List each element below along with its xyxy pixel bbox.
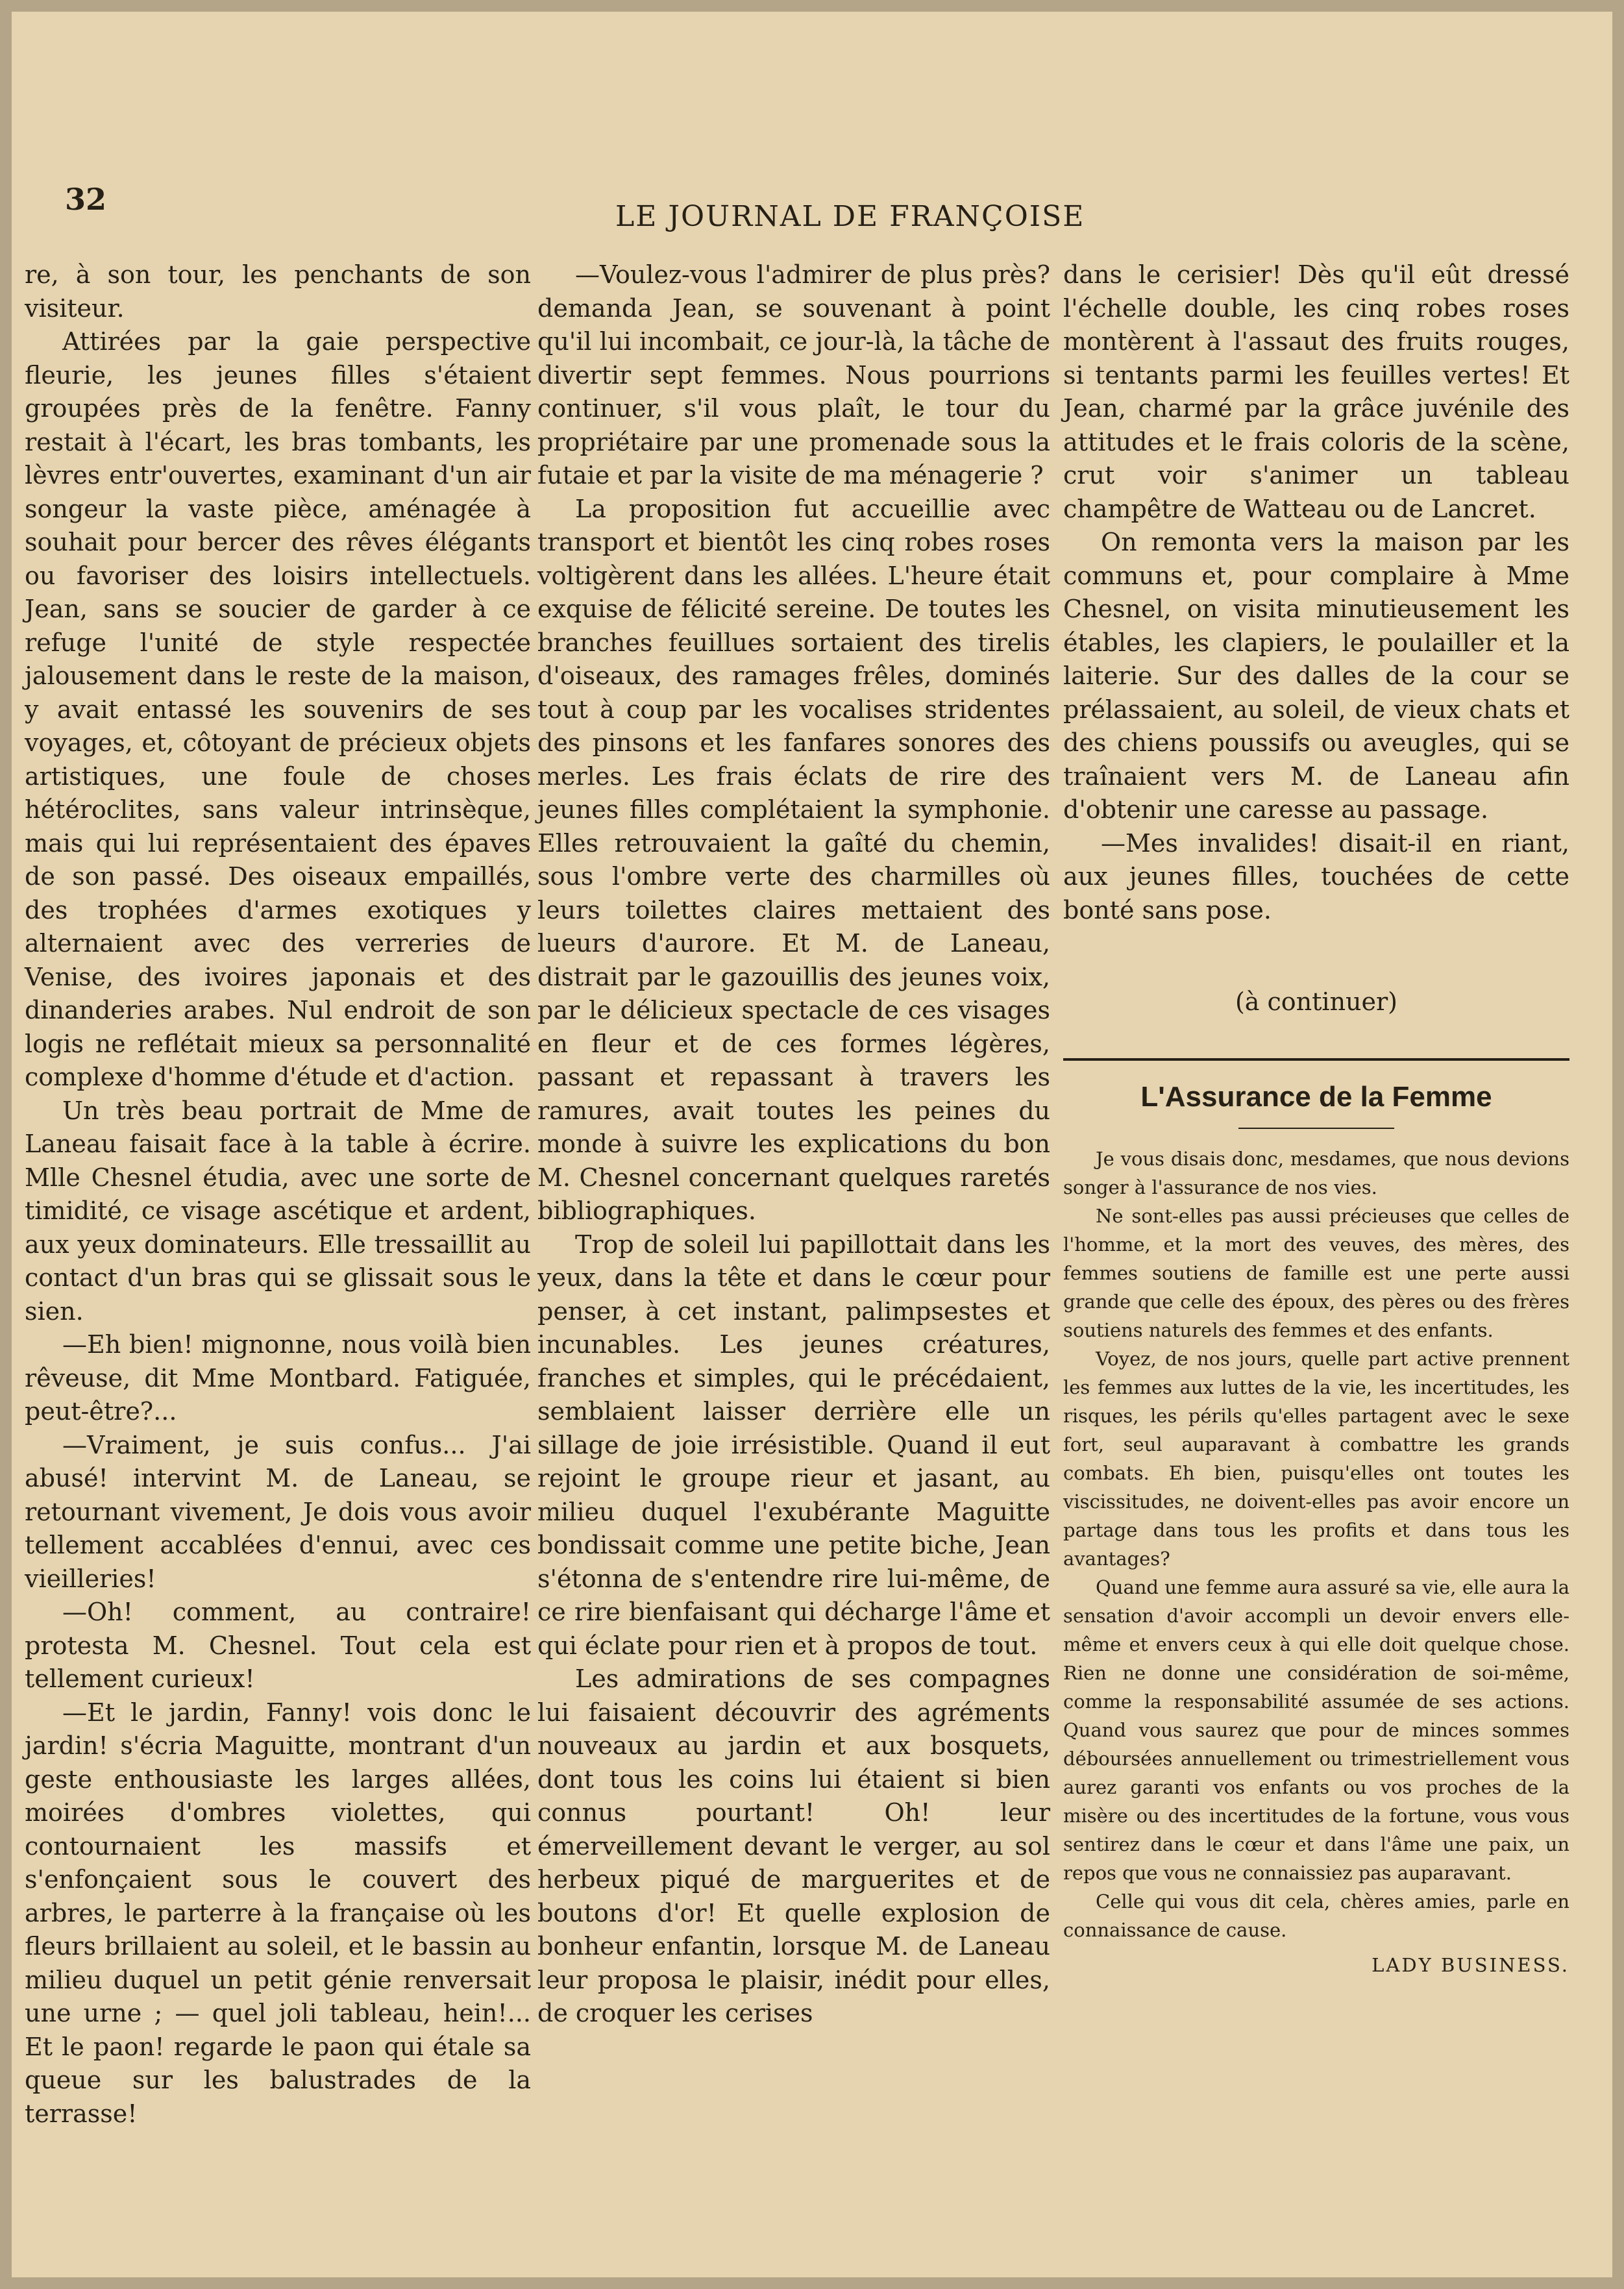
newspaper-page [12, 12, 1612, 2277]
section-divider [1063, 1058, 1569, 1061]
article-paragraph: Celle qui vous dit cela, chères amies, parle en connaissance de cause. [1063, 1890, 1569, 1941]
paragraph: —Voulez-vous l'admirer de plus près? demanda Jean, se souvenant à point qu'il lui incombait, ce jour-là, la tâche de divertir sept femmes. Nous pourrions continuer, s'il vous plaît, le tour du propriétaire par une promenade sous la futaie et par la visite de ma ménagerie ? [537, 260, 1050, 489]
article-paragraph: Je vous disais donc, mesdames, que nous devions songer à l'assurance de nos vies. [1063, 1148, 1569, 1198]
paragraph: re, à son tour, les penchants de son visiteur. [25, 260, 531, 323]
column-2 [537, 258, 1050, 2031]
paragraph: —Mes invalides! disait-il en riant, aux jeunes filles, touchées de cette bonté sans pose. [1063, 828, 1569, 924]
running-title: LE JOURNAL DE FRANÇOISE [615, 200, 1085, 233]
article-body [1063, 1144, 1569, 1979]
paragraph: Attirées par la gaie perspective fleurie, les jeunes filles s'étaient groupées près de la fenêtre. Fanny restait à l'écart, les bras tombants, les lèvres entr'ouvertes, examinant d'un air songeur la vaste pièce, aménagée à souhait pour bercer des rêves élégants ou favoriser des loisirs intellectuels. Jean, sans se soucier de garder à ce refuge l'unité de style respectée jalousement dans le reste de la maison, y avait entassé les souvenirs de ses voyages, et, côtoyant de précieux objets artistiques, une foule de choses hétéroclites, sans valeur intrinsèque, mais qui lui représentaient des épaves de son passé. Des oiseaux empaillés, des trophées d'armes exotiques y alternaient avec des verreries de Venise, des ivoires japonais et des dinanderies arabes. Nul endroit de son logis ne reflétait mieux sa personnalité complexe d'homme d'étude et d'action. [25, 327, 531, 1091]
article-title: L'Assurance de la Femme [1140, 1080, 1492, 1113]
column-1 [25, 258, 531, 2131]
page-number: 32 [65, 182, 107, 217]
paragraph: —Vraiment, je suis confus... J'ai abusé! intervint M. de Laneau, se retournant vivement, Je dois vous avoir tellement accablées d'ennui, avec ces vieilleries! [25, 1430, 531, 1593]
article-paragraph: Voyez, de nos jours, quelle part active prennent les femmes aux luttes de la vie, les incertitudes, les risques, les périls qu'elles partagent avec le sexe fort, seul auparavant à combattre les grands combats. Eh bien, puisqu'elles ont toutes les viscissitudes, ne doivent-elles pas avoir encore un partage dans tous les profits et dans tous les avantages? [1063, 1348, 1569, 1570]
continuation-note: (à continuer) [1235, 987, 1398, 1016]
column-3 [1063, 258, 1569, 1979]
paragraph: Trop de soleil lui papillottait dans les yeux, dans la tête et dans le cœur pour penser, à cet instant, palimpsestes et incunables. Les jeunes créatures, franches et simples, qui le précédaient, semblaient laisser derrière elle un sillage de joie irrésistible. Quand il eut rejoint le groupe rieur et jasant, au milieu duquel l'exubérante Maguitte bondissait comme une petite biche, Jean s'étonna de s'entendre rire lui-même, de ce rire bienfaisant qui décharge l'âme et qui éclate pour rien et à propos de tout. [537, 1230, 1050, 1660]
paragraph: dans le cerisier! Dès qu'il eût dressé l'échelle double, les cinq robes roses montèrent à l'assaut des fruits rouges, si tentants parmi les feuilles vertes! Et Jean, charmé par la grâce juvénile des attitudes et le frais coloris de la scène, crut voir s'animer un tableau champêtre de Watteau ou de Lancret. [1063, 260, 1569, 523]
article-signature: LADY BUSINESS. [1372, 1954, 1569, 1976]
paragraph: —Et le jardin, Fanny! vois donc le jardin! s'écria Maguitte, montrant d'un geste enthousiaste les larges allées, moirées d'ombres violettes, qui contournaient les massifs et s'enfonçaient sous le couvert des arbres, le parterre à la française où les fleurs brillaient au soleil, et le bassin au milieu duquel un petit génie renversait une urne ; — quel joli tableau, hein!... Et le paon! regarde le paon qui étale sa queue sur les balustrades de la terrasse! [25, 1698, 531, 2128]
article-paragraph: Quand une femme aura assuré sa vie, elle aura la sensation d'avoir accompli un devoir envers elle-même et envers ceux à qui elle doit quelque chose. Rien ne donne une considération de soi-même, comme la responsabilité assumée de ses actions. Quand vous saurez que pour de minces sommes déboursées annuellement ou trimestriellement vous aurez garanti vos enfants ou vos proches de la misère ou des incertitudes de la fortune, vous vous sentirez dans le cœur et dans l'âme une paix, un repos que vous ne connaissiez pas auparavant. [1063, 1576, 1569, 1884]
paragraph: Les admirations de ses compagnes lui faisaient découvrir des agréments nouveaux au jardin et aux bosquets, dont tous les coins lui étaient si bien connus pourtant! Oh! leur émerveillement devant le verger, au sol herbeux piqué de marguerites et de boutons d'or! Et quelle explosion de bonheur enfantin, lorsque M. de Laneau leur proposa le plaisir, inédit pour elles, de croquer les cerises [537, 1664, 1050, 2027]
paragraph: On remonta vers la maison par les communs et, pour complaire à Mme Chesnel, on visita minutieusement les étables, les clapiers, le poulailler et la laiterie. Sur des dalles de la cour se prélassaient, au soleil, de vieux chats et des chiens poussifs ou aveugles, qui se traînaient vers M. de Laneau afin d'obtenir une caresse au passage. [1063, 528, 1569, 824]
paragraph: La proposition fut accueillie avec transport et bientôt les cinq robes roses voltigèrent dans les allées. L'heure était exquise de félicité sereine. De toutes les branches feuillues sortaient des tirelis d'oiseaux, des ramages frêles, dominés tout à coup par les vocalises stridentes des pinsons et les fanfares sonores des merles. Les frais éclats de rire des jeunes filles complétaient la symphonie. Elles retrouvaient la gaîté du chemin, sous l'ombre verte des charmilles où leurs toilettes claires mettaient des lueurs d'aurore. Et M. de Laneau, distrait par le gazouillis des jeunes voix, par le délicieux spectacle de ces visages en fleur et de ces formes légères, passant et repassant à travers les ramures, avait toutes les peines du monde à suivre les explications du bon M. Chesnel concernant quelques raretés bibliographiques. [537, 494, 1050, 1225]
paragraph: —Eh bien! mignonne, nous voilà bien rêveuse, dit Mme Montbard. Fatiguée, peut-être?... [25, 1330, 531, 1426]
paragraph: —Oh! comment, au contraire! protesta M. Chesnel. Tout cela est tellement curieux! [25, 1598, 531, 1693]
article-paragraph: Ne sont-elles pas aussi précieuses que celles de l'homme, et la mort des veuves, des mères, des femmes soutiens de famille est une perte aussi grande que celle des époux, des pères ou des frères soutiens naturels des femmes et des enfants. [1063, 1205, 1569, 1341]
paragraph: Un très beau portrait de Mme de Laneau faisait face à la table à écrire. Mlle Chesnel étudia, avec une sorte de timidité, ce visage ascétique et ardent, aux yeux dominateurs. Elle tressaillit au contact d'un bras qui se glissait sous le sien. [25, 1096, 531, 1326]
title-underline [1238, 1128, 1394, 1129]
